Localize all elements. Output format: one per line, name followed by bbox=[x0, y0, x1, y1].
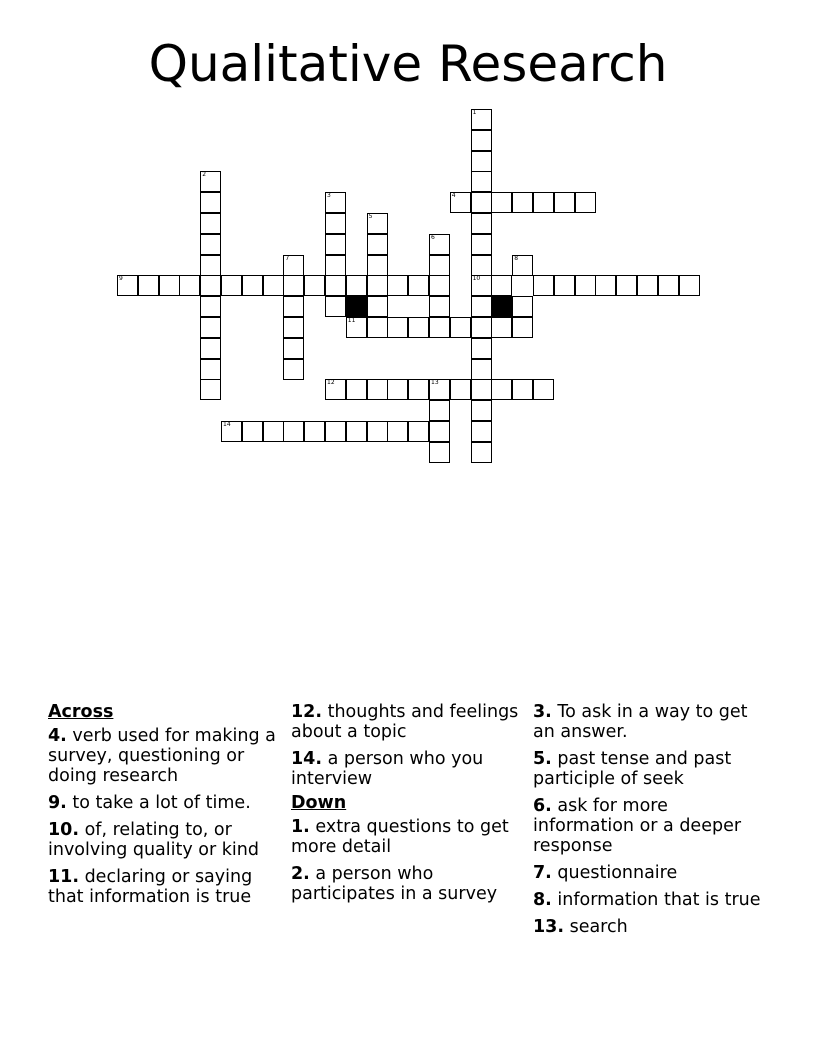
crossword-cell[interactable] bbox=[471, 359, 492, 380]
clue-text: thoughts and feelings about a topic bbox=[291, 702, 519, 742]
crossword-cell[interactable] bbox=[512, 192, 533, 213]
crossword-cell[interactable] bbox=[179, 275, 200, 296]
clue-item bbox=[533, 796, 765, 856]
crossword-cell[interactable] bbox=[367, 379, 388, 400]
crossword-cell[interactable] bbox=[533, 275, 554, 296]
clue-text: declaring or saying that information is true bbox=[48, 867, 253, 907]
crossword-cell[interactable] bbox=[491, 317, 512, 338]
clue-text: search bbox=[564, 917, 628, 937]
clue-item bbox=[533, 702, 765, 742]
down-clue-list bbox=[291, 817, 523, 904]
crossword-cell[interactable] bbox=[595, 275, 616, 296]
clue-text: past tense and past participle of seek bbox=[533, 749, 732, 789]
crossword-cell[interactable] bbox=[554, 275, 575, 296]
crossword-cell[interactable] bbox=[200, 255, 221, 276]
crossword-cell[interactable] bbox=[512, 317, 533, 338]
crossword-cell[interactable] bbox=[429, 234, 450, 255]
clue-number: 3 bbox=[327, 192, 331, 200]
crossword-cell[interactable] bbox=[283, 421, 304, 442]
down-clue-list-continued bbox=[533, 702, 765, 937]
clue-item bbox=[533, 863, 765, 883]
clue-item bbox=[533, 749, 765, 789]
crossword-cell[interactable] bbox=[429, 317, 450, 338]
crossword-cell[interactable] bbox=[471, 192, 492, 213]
crossword-cell[interactable] bbox=[616, 275, 637, 296]
clue-text: to take a lot of time. bbox=[66, 793, 251, 813]
crossword-cell[interactable] bbox=[283, 317, 304, 338]
clue-text: information that is true bbox=[551, 890, 761, 910]
crossword-cell[interactable] bbox=[138, 275, 159, 296]
crossword-cell[interactable] bbox=[346, 275, 367, 296]
crossword-cell[interactable] bbox=[367, 213, 388, 234]
crossword-cell[interactable] bbox=[429, 296, 450, 317]
crossword-cell[interactable] bbox=[429, 442, 450, 463]
crossword-cell[interactable] bbox=[471, 255, 492, 276]
crossword-cell[interactable] bbox=[408, 275, 429, 296]
crossword-cell[interactable] bbox=[242, 421, 263, 442]
clue-column-2 bbox=[291, 702, 523, 911]
crossword-cell[interactable] bbox=[471, 171, 492, 192]
crossword-cell[interactable] bbox=[283, 275, 304, 296]
crossword-cell[interactable] bbox=[283, 338, 304, 359]
crossword-cell[interactable] bbox=[429, 421, 450, 442]
crossword-cell[interactable] bbox=[325, 234, 346, 255]
crossword-cell[interactable] bbox=[387, 317, 408, 338]
crossword-cell[interactable] bbox=[117, 275, 138, 296]
clue-number: 1 bbox=[472, 109, 477, 116]
crossword-cell[interactable] bbox=[471, 338, 492, 359]
crossword-cell[interactable] bbox=[429, 255, 450, 276]
crossword-cell[interactable] bbox=[658, 275, 679, 296]
crossword-cell[interactable] bbox=[367, 234, 388, 255]
clue-item bbox=[291, 749, 523, 789]
crossword-cell[interactable] bbox=[200, 338, 221, 359]
crossword-cell[interactable] bbox=[263, 421, 284, 442]
clue-column-1 bbox=[48, 702, 280, 914]
crossword-cell[interactable] bbox=[325, 255, 346, 276]
crossword-cell[interactable] bbox=[346, 421, 367, 442]
crossword-cell[interactable] bbox=[200, 213, 221, 234]
crossword-cell[interactable] bbox=[471, 442, 492, 463]
clue-number: 6 bbox=[431, 233, 435, 241]
crossword-cell[interactable] bbox=[346, 379, 367, 400]
crossword-cell[interactable] bbox=[304, 275, 325, 296]
crossword-cell[interactable] bbox=[450, 192, 471, 213]
crossword-cell[interactable] bbox=[533, 192, 554, 213]
clue-number-label: 8. bbox=[533, 890, 552, 910]
crossword-cell[interactable] bbox=[471, 296, 492, 317]
clue-number: 7 bbox=[285, 254, 290, 262]
crossword-cell[interactable] bbox=[200, 379, 221, 400]
crossword-cell[interactable] bbox=[325, 296, 346, 317]
crossword-cell[interactable] bbox=[450, 379, 471, 400]
across-clue-list-continued bbox=[291, 702, 523, 789]
crossword-cell[interactable] bbox=[679, 275, 700, 296]
clue-number-label: 14. bbox=[291, 749, 323, 769]
crossword-cell[interactable] bbox=[471, 400, 492, 421]
clue-text: verb used for making a survey, questioning or doing research bbox=[48, 726, 276, 786]
clue-number: 11 bbox=[347, 317, 356, 324]
crossword-cell[interactable] bbox=[159, 275, 180, 296]
clue-number-label: 4. bbox=[48, 726, 67, 746]
crossword-cell[interactable] bbox=[512, 296, 533, 317]
crossword-cell[interactable] bbox=[200, 234, 221, 255]
crossword-cell[interactable] bbox=[471, 234, 492, 255]
crossword-cell[interactable] bbox=[200, 171, 221, 192]
clue-item bbox=[533, 890, 765, 910]
clue-text: of, relating to, or involving quality or kind bbox=[48, 820, 259, 860]
clue-text: extra questions to get more detail bbox=[291, 817, 509, 857]
crossword-cell[interactable] bbox=[512, 255, 533, 276]
crossword-cell[interactable] bbox=[429, 275, 450, 296]
clue-number: 12 bbox=[327, 379, 335, 387]
crossword-cell[interactable] bbox=[283, 296, 304, 317]
crossword-cell[interactable] bbox=[283, 255, 304, 276]
crossword-cell[interactable] bbox=[283, 359, 304, 380]
crossword-cell[interactable] bbox=[512, 379, 533, 400]
clue-item bbox=[291, 817, 523, 857]
crossword-cell[interactable] bbox=[408, 317, 429, 338]
crossword-cell[interactable] bbox=[200, 275, 221, 296]
crossword-cell[interactable] bbox=[325, 213, 346, 234]
crossword-cell[interactable] bbox=[471, 151, 492, 172]
crossword-cell[interactable] bbox=[200, 296, 221, 317]
crossword-cell[interactable] bbox=[471, 275, 492, 296]
black-square bbox=[346, 296, 367, 317]
crossword-cell[interactable] bbox=[575, 192, 596, 213]
crossword-cell[interactable] bbox=[200, 359, 221, 380]
crossword-cell[interactable] bbox=[429, 400, 450, 421]
crossword-cell[interactable] bbox=[367, 255, 388, 276]
crossword-cell[interactable] bbox=[491, 192, 512, 213]
clue-number-label: 12. bbox=[291, 702, 323, 722]
clue-item bbox=[48, 793, 280, 813]
clue-number-label: 7. bbox=[533, 863, 552, 883]
crossword-cell[interactable] bbox=[575, 275, 596, 296]
clue-text: a person who participates in a survey bbox=[291, 864, 498, 904]
clue-item bbox=[48, 726, 280, 786]
crossword-cell[interactable] bbox=[325, 421, 346, 442]
clue-number-label: 5. bbox=[533, 749, 552, 769]
crossword-cell[interactable] bbox=[221, 421, 242, 442]
clue-item bbox=[291, 702, 523, 742]
clue-number: 10 bbox=[472, 275, 481, 283]
crossword-cell[interactable] bbox=[346, 317, 367, 338]
crossword-cell[interactable] bbox=[554, 192, 575, 213]
crossword-cell[interactable] bbox=[387, 421, 408, 442]
crossword-cell[interactable] bbox=[471, 317, 492, 338]
clue-number-label: 10. bbox=[48, 820, 80, 840]
crossword-cell[interactable] bbox=[263, 275, 284, 296]
crossword-cell[interactable] bbox=[450, 317, 471, 338]
crossword-cell[interactable] bbox=[637, 275, 658, 296]
crossword-cell[interactable] bbox=[471, 130, 492, 151]
crossword-cell[interactable] bbox=[491, 379, 512, 400]
clue-item bbox=[48, 820, 280, 860]
crossword-cell[interactable] bbox=[367, 296, 388, 317]
clue-number-label: 1. bbox=[291, 817, 310, 837]
crossword-cell[interactable] bbox=[367, 317, 388, 338]
clue-number: 5 bbox=[368, 213, 373, 220]
clue-text: a person who you interview bbox=[291, 749, 484, 789]
down-heading: Down bbox=[291, 793, 347, 813]
clue-number: 13 bbox=[431, 379, 439, 387]
clue-text: questionnaire bbox=[551, 863, 678, 883]
crossword-cell[interactable] bbox=[325, 192, 346, 213]
clue-number-label: 6. bbox=[533, 796, 552, 816]
clue-column-3 bbox=[533, 702, 765, 944]
clue-number-label: 13. bbox=[533, 917, 565, 937]
crossword-cell[interactable] bbox=[387, 275, 408, 296]
clue-item bbox=[48, 867, 280, 907]
clue-number: 4 bbox=[451, 192, 456, 200]
crossword-cell[interactable] bbox=[221, 275, 242, 296]
crossword-cell[interactable] bbox=[325, 379, 346, 400]
crossword-cell[interactable] bbox=[200, 317, 221, 338]
crossword-cell[interactable] bbox=[533, 379, 554, 400]
crossword-cell[interactable] bbox=[471, 421, 492, 442]
clue-number: 2 bbox=[202, 171, 207, 179]
clue-number-label: 11. bbox=[48, 867, 80, 887]
black-square bbox=[491, 296, 512, 317]
clue-number: 14 bbox=[223, 421, 231, 428]
puzzle-title: Qualitative Research bbox=[148, 35, 668, 93]
clue-text: ask for more information or a deeper response bbox=[533, 796, 742, 856]
crossword-cell[interactable] bbox=[471, 379, 492, 400]
crossword-grid bbox=[0, 0, 816, 480]
across-heading: Across bbox=[48, 702, 114, 722]
crossword-cell[interactable] bbox=[429, 379, 450, 400]
clue-item bbox=[291, 864, 523, 904]
crossword-cell[interactable] bbox=[408, 421, 429, 442]
clue-number-label: 9. bbox=[48, 793, 67, 813]
clue-number: 9 bbox=[119, 275, 123, 283]
clue-text: To ask in a way to get an answer. bbox=[533, 702, 748, 742]
crossword-cell[interactable] bbox=[242, 275, 263, 296]
clue-number-label: 3. bbox=[533, 702, 552, 722]
clue-number-label: 2. bbox=[291, 864, 310, 884]
crossword-cell[interactable] bbox=[491, 275, 512, 296]
crossword-cell[interactable] bbox=[304, 421, 325, 442]
crossword-cell[interactable] bbox=[387, 379, 408, 400]
crossword-cell[interactable] bbox=[325, 275, 346, 296]
crossword-cell[interactable] bbox=[367, 421, 388, 442]
crossword-cell[interactable] bbox=[471, 213, 492, 234]
clue-item bbox=[533, 917, 765, 937]
clue-number: 8 bbox=[514, 254, 519, 262]
crossword-cell[interactable] bbox=[408, 379, 429, 400]
crossword-cell[interactable] bbox=[471, 109, 492, 130]
across-clue-list bbox=[48, 726, 280, 907]
crossword-cell[interactable] bbox=[200, 192, 221, 213]
crossword-cell[interactable] bbox=[367, 275, 388, 296]
